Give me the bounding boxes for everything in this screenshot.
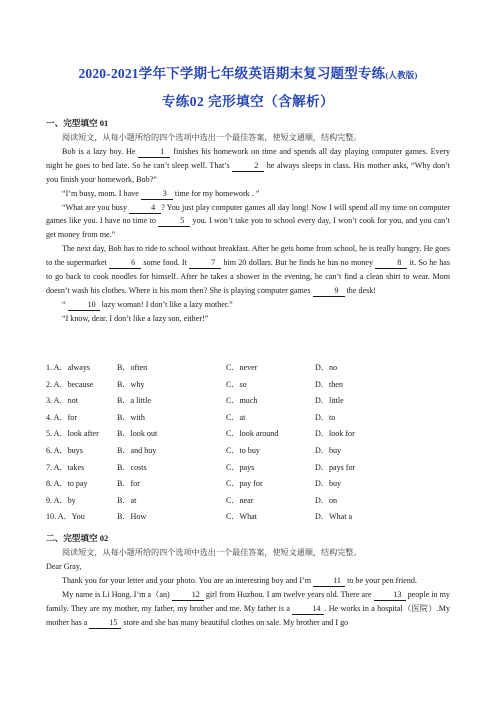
option-6-b[interactable]: B．and buy [117,445,157,455]
option-10-a[interactable]: 10. A．You [46,512,85,522]
option-3-d[interactable]: D．little [315,396,344,406]
blank-11[interactable]: 11 [313,576,345,587]
section-heading-2: 二、完型填空 02 [46,533,109,543]
option-3-c[interactable]: C．much [226,396,258,406]
option-4-b[interactable]: B．with [117,412,145,422]
passage-2 [46,546,450,629]
paragraph: “ 10 lazy woman! I don’t like a lazy mother.” [62,299,233,309]
option-6-c[interactable]: C．to buy [226,445,260,455]
blank-4[interactable]: 4 [129,203,161,214]
option-1-c[interactable]: C．never [226,363,258,372]
blank-15[interactable]: 15 [89,618,121,629]
blank-14[interactable]: 14 [292,604,324,615]
document-subtitle: 专练02 完形填空（含解析） [161,94,335,109]
paragraph: “What are you busy 4 ? You just play computer games all day long! Now I will spend all my time on computer games like you. I have no time to 5 you. I won’t take you to school every day, I won’t cook for you, and you can’t get money from me.” [46,202,450,240]
paragraph: The next day, Bob has to ride to school without breakfast. After he gets home from school, he is really hungry. He goes to the supermarket 6 some food. It 7 him 20 dollars. But he finds he has no money 8 it. So he has to go back to cook noodles for himself. After he takes a shower in the evening, he can’t find a clean shirt to wear. Mom doesn’t wash his clothes. Where is his mom then? She is playing computer games 9 the desk! [46,244,450,295]
instruction-2: 阅读短文，从每小题所给的四个选项中选出一个最佳答案，使短文通顺，结构完整。 [62,548,362,557]
option-3-b[interactable]: B．a little [117,396,151,406]
option-8-a[interactable]: 8. A．to pay [46,479,88,489]
option-row-9 [46,495,450,512]
option-4-a[interactable]: 4. A．for [46,412,78,422]
option-1-a[interactable]: 1. A．always [46,363,91,372]
blank-10[interactable]: 10 [68,300,100,311]
blank-1[interactable]: 1 [138,147,170,158]
option-5-d[interactable]: D．look for [315,429,355,439]
option-5-b[interactable]: B．look out [117,429,158,439]
option-row-7 [46,462,450,479]
edition-label: (人教版) [385,70,418,80]
option-3-a[interactable]: 3. A．not [46,396,78,406]
blank-3[interactable]: 3 [141,189,173,200]
passage-1 [46,131,450,326]
option-9-d[interactable]: D．on [315,495,338,505]
option-8-c[interactable]: C．pay for [226,479,263,489]
option-2-a[interactable]: 2. A．because [46,379,94,389]
greeting: Dear Gray, [46,561,82,571]
blank-12[interactable]: 12 [172,590,204,601]
option-row-6 [46,445,450,462]
option-8-d[interactable]: D．buy [315,479,342,489]
blank-5[interactable]: 5 [158,216,190,227]
paragraph: Bob is a lazy boy. He 1 finishes his homework on time and spends all day playing computer games. Every night he goes to bed late. So he can’t sleep well. That’s 2 he always sleeps in class. His mother asks, “Why don’t you finish your homework, Bob?” [46,146,450,184]
option-9-c[interactable]: C．near [226,495,254,505]
paragraph: Thank you for your letter and your photo. You are an interesting boy and I’m 11 to be your pen friend. [62,575,418,585]
document-title: 2020-2021学年下学期七年级英语期末复习题型专练(人教版) [78,66,418,81]
option-4-c[interactable]: C．at [226,412,246,422]
option-4-d[interactable]: D．to [315,412,336,422]
blank-13[interactable]: 13 [374,590,406,601]
option-row-4 [46,412,450,429]
blank-8[interactable]: 8 [375,258,407,269]
option-1-d[interactable]: D．no [315,363,338,372]
blank-6[interactable]: 6 [109,258,141,269]
option-1-b[interactable]: B．often [117,363,148,372]
option-10-c[interactable]: C．What [226,512,258,522]
options-table-1 [46,362,450,528]
blank-7[interactable]: 7 [189,258,221,269]
option-10-b[interactable]: B．How [117,512,147,522]
option-6-d[interactable]: D．buy [315,445,342,455]
option-2-b[interactable]: B．why [117,379,145,389]
option-2-d[interactable]: D．then [315,379,343,389]
option-9-a[interactable]: 9. A．by [46,495,76,505]
option-7-a[interactable]: 7. A．takes [46,462,85,472]
paragraph: My name is Li Hong. I’m a（an) 12 girl from Huzhou. I am twelve years old. There are 13 people in my family. They are my mother, my father, my brother and me. My father is a 14 . He works in a hospital（医院）.My mother has a 15 store and she has many beautiful clothes on sale. My brother and I go [46,589,450,627]
option-9-b[interactable]: B．at [117,495,137,505]
blank-2[interactable]: 2 [232,161,264,172]
option-7-d[interactable]: D．pays for [315,462,356,472]
option-row-10 [46,511,450,528]
option-row-8 [46,478,450,495]
option-7-b[interactable]: B．costs [117,462,147,472]
option-5-c[interactable]: C．look around [226,429,279,439]
option-2-c[interactable]: C．so [226,379,247,389]
option-7-c[interactable]: C．pays [226,462,255,472]
blank-9[interactable]: 9 [313,286,345,297]
option-6-a[interactable]: 6. A．buys [46,445,83,455]
section-heading-1: 一、完型填空 01 [46,118,109,128]
option-row-1 [46,362,450,379]
option-row-2 [46,379,450,396]
instruction-1: 阅读短文，从每小题所给的四个选项中选出一个最佳答案，使短文通顺，结构完整。 [62,133,362,142]
paragraph: “I know, dear. I don’t like a lazy son, either!” [62,313,209,323]
option-row-3 [46,395,450,412]
option-5-a[interactable]: 5. A．look after [46,429,99,439]
option-8-b[interactable]: B．for [117,479,140,489]
paragraph: “I’m busy, mom. I have 3 time for my homework . ” [62,188,260,198]
option-10-d[interactable]: D．What a [315,512,353,522]
option-row-5 [46,428,450,445]
